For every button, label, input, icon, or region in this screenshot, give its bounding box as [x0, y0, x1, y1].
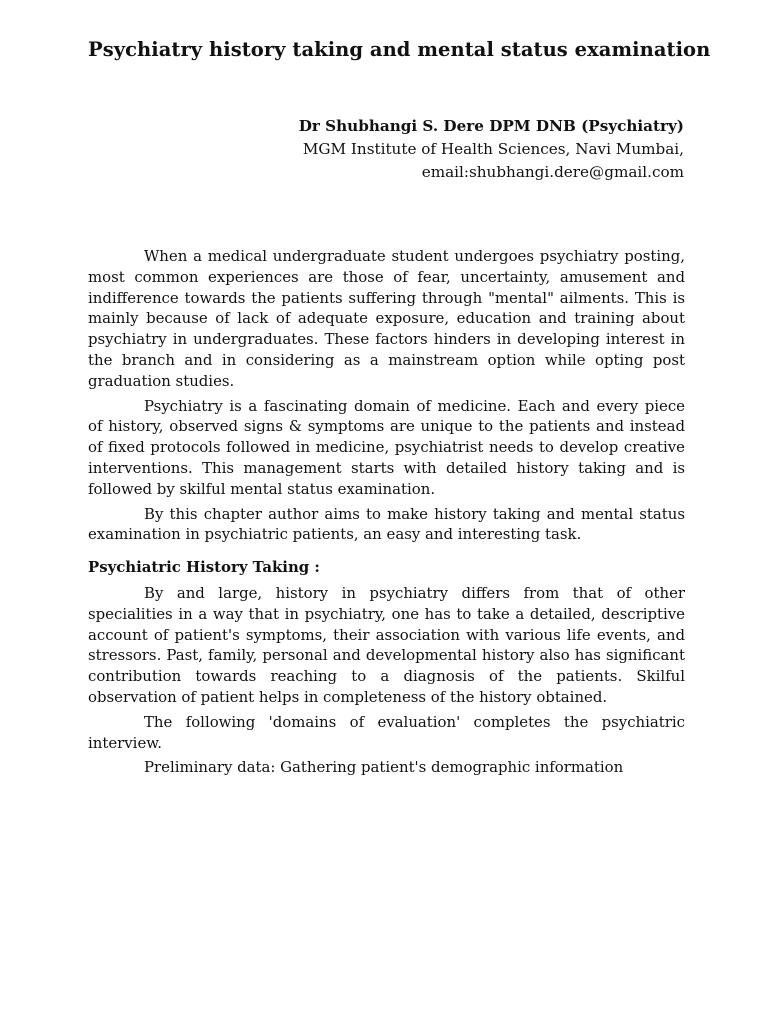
section-heading: Psychiatric History Taking :	[88, 558, 320, 577]
intro-paragraph: Psychiatry is a fascinating domain of medicine. Each and every piece of history, observed signs & symptoms are unique to the patients and instead of fixed protocols followed in medicine, psychiatrist needs to develop creative interventions. This management starts with detailed history taking and is followed by skilful mental status examination.	[88, 396, 685, 498]
author-block	[299, 115, 684, 184]
document-body	[88, 246, 685, 782]
author-email: email:shubhangi.dere@gmail.com	[421, 163, 684, 181]
intro-paragraph: When a medical undergraduate student undergoes psychiatry posting, most common experiences are those of fear, uncertainty, amusement and indifference towards the patients suffering through "mental" ailments. This is mainly because of lack of adequate exposure, education and training about psychiatry in undergraduates. These factors hinders in developing interest in the branch and in considering as a mainstream option while opting post graduation studies.	[88, 247, 685, 390]
author-name: Dr Shubhangi S. Dere DPM DNB (Psychiatry)	[298, 117, 684, 135]
section-paragraph: Preliminary data: Gathering patient's demographic information	[144, 758, 624, 777]
author-institution: MGM Institute of Health Sciences, Navi Mumbai,	[302, 140, 684, 158]
document-title: Psychiatry history taking and mental status examination	[88, 38, 711, 61]
section-paragraph: The following 'domains of evaluation' completes the psychiatric interview.	[88, 712, 685, 752]
intro-paragraph: By this chapter author aims to make history taking and mental status examination in psychiatric patients, an easy and interesting task.	[88, 504, 685, 544]
section-paragraph: By and large, history in psychiatry differs from that of other specialities in a way that in psychiatry, one has to take a detailed, descriptive account of patient's symptoms, their association with various life events, and stressors. Past, family, personal and developmental history also has significant contribution towards reaching to a diagnosis of the patients. Skilful observation of patient helps in completeness of the history obtained.	[88, 583, 685, 706]
